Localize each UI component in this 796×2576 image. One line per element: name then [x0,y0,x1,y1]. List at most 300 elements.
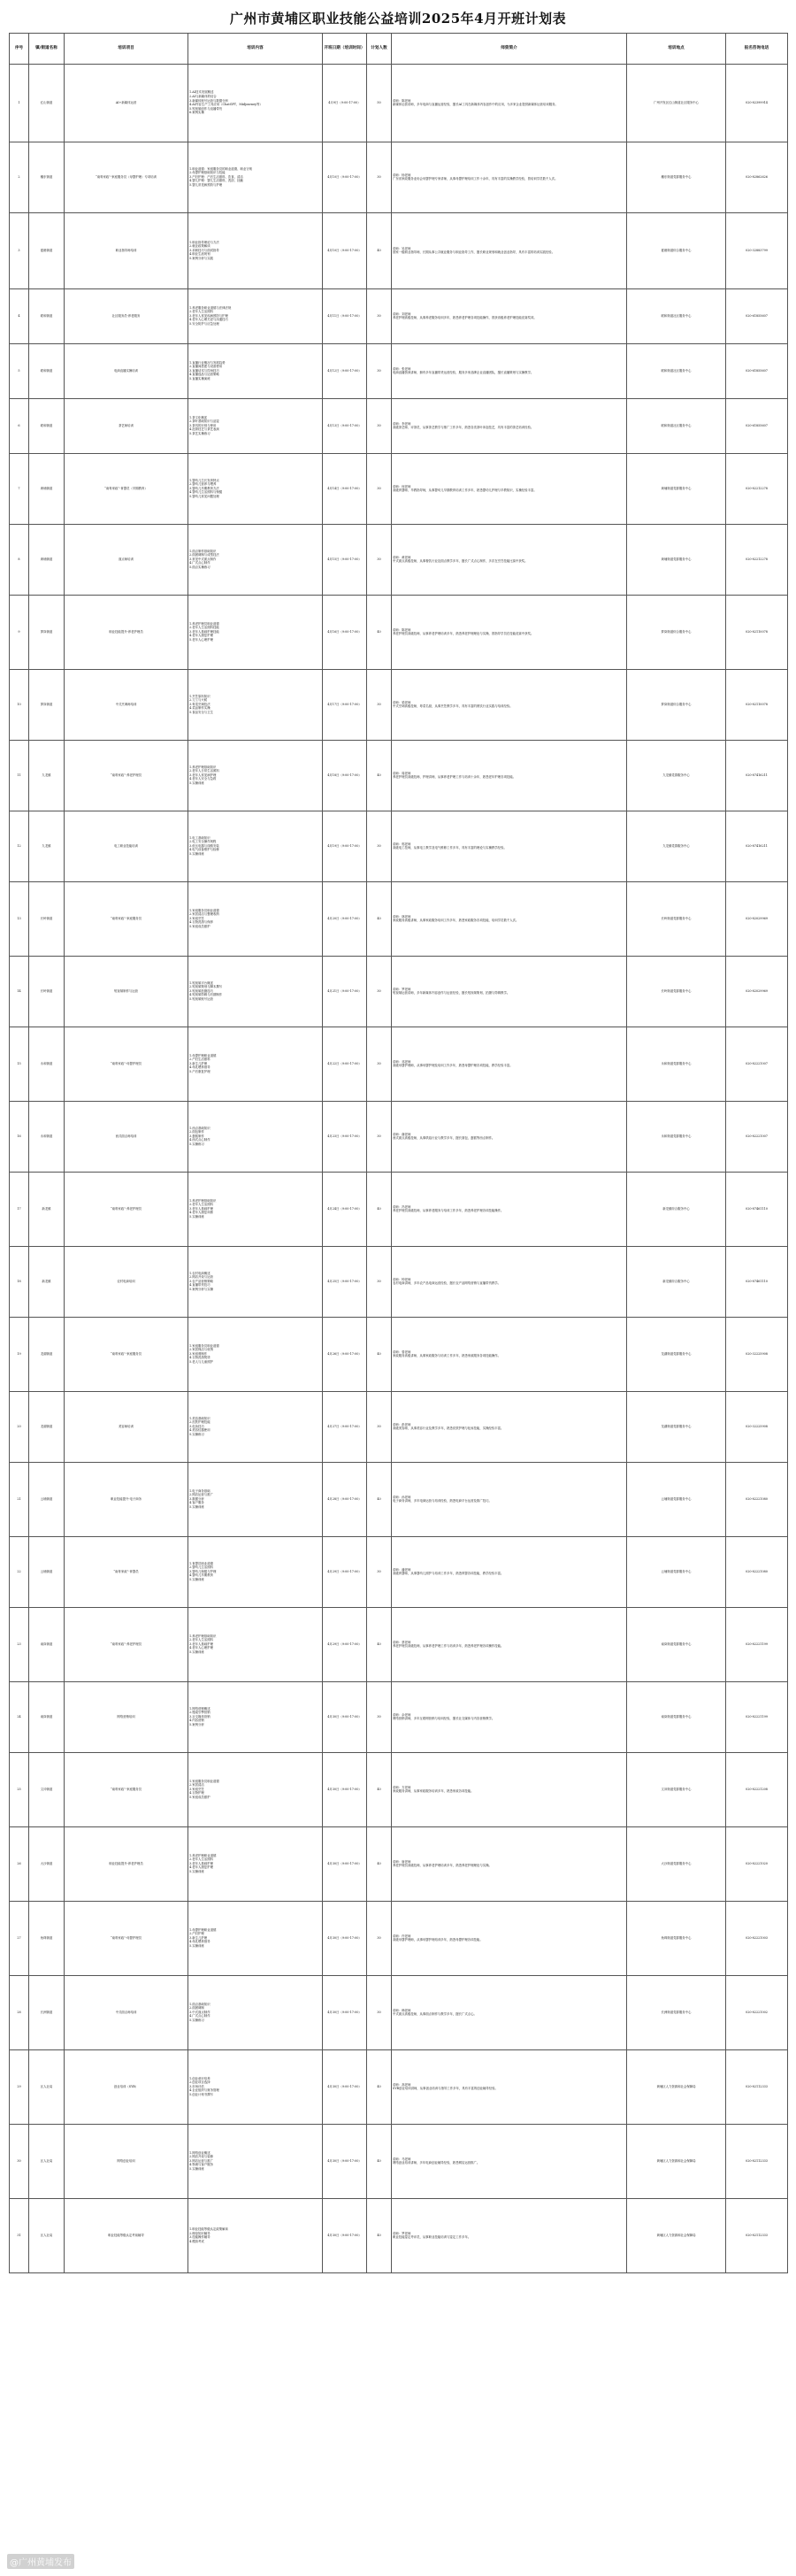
cell-teacher [392,524,627,595]
cell-town: 长洲街道 [29,1975,65,2049]
cell-project: 职业技能提升-养老护理员 [65,595,188,669]
cell-content-line: 1.职业道德：家庭服务员的职业道德、职业守则 [189,166,253,171]
cell-content-line: 3.产妇护理：产后生活照料、饮食、清洁 [189,174,243,179]
cell-content-line: 5.实操训练 [189,780,204,785]
cell-content-line: 5.实操训练 [189,1869,204,1873]
cell-project: 西式面点师培训 [65,1101,188,1172]
cell-teacher-line: 养老护理员高级技师，从事养老服务与培训工作多年，熟悉养老护理各项技能操作。 [393,1209,504,1213]
table-row [10,2049,788,2124]
cell-content-line: 4.客户服务 [189,1501,204,1505]
cell-count: 40 [367,1752,392,1826]
cell-teacher-line: 讲师：唐老师 [393,1859,411,1864]
cell-content-line: 4.短视频剪辑与后期制作 [189,993,223,997]
cell-content-line: 5.实操训练 [189,2166,204,2171]
cell-content-line: 3.新媒体账号运营与数据分析 [189,98,228,103]
cell-count: 30 [367,1391,392,1462]
cell-no: 22 [10,1536,29,1607]
cell-teacher-line: 西式面点高级技师，从事烘焙行业与教学多年，擅长面包、蛋糕等西点制作。 [393,1136,495,1141]
cell-place: 萝岗街道综合服务中心 [627,669,726,740]
table-row [10,811,788,881]
cell-content-line: 5.直播实操演练 [189,376,210,381]
cell-content-line: 2.皮肤护理技能 [189,1420,210,1425]
cell-date: 4月11日（9:00-17:00） [323,288,367,343]
cell-content [188,2198,323,2272]
cell-town: 夏港街道 [29,212,65,288]
cell-content-line: 2.搜索引擎营销 [189,1711,210,1715]
cell-content-line: 4.老年人安全与急救 [189,777,217,781]
cell-content-line: 3.技能操作辅导 [189,2235,210,2240]
table-row [10,1681,788,1752]
cell-phone: 020-87461110 [726,1172,788,1246]
table-row [10,595,788,669]
cell-content-line: 5.老人与儿童照护 [189,1359,213,1364]
cell-teacher-line: 讲师：陈老师 [393,98,411,103]
cell-date: 4月30日（9:00-17:00） [323,2198,367,2272]
cell-content-line: 2.老年人生活照料 [189,1638,213,1642]
cell-project: “南粤家政”-家庭服务员 [65,1317,188,1391]
cell-content-line: 1.面点制作基础知识 [189,549,217,553]
cell-content-line: 1.短视频平台概述 [189,980,213,985]
cell-place: 长岭街道党群服务中心 [627,956,726,1027]
cell-phone: 020-82029969 [726,881,788,956]
cell-no: 3 [10,212,29,288]
table-row [10,453,788,524]
cell-town: 联和街道 [29,398,65,453]
cell-place: 长洲街道党群服务中心 [627,1975,726,2049]
cell-teacher [392,2198,627,2272]
cell-content-line: 5.家庭成员照护 [189,924,210,928]
cell-content-line: 2.婴幼儿生活照料 [189,1565,213,1570]
cell-content-line: 2.母婴护理基础知识与技能 [189,171,226,175]
cell-no: 28 [10,1975,29,2049]
cell-teacher-line: 讲师：曾老师 [393,1350,411,1354]
cell-place: 南岗街道党群服务中心 [627,1681,726,1752]
cell-content-line: 4.老年人心理关爱与沟通技巧 [189,318,228,322]
cell-content-line: 2.婴幼儿营养与喂养 [189,482,217,487]
cell-project: 创业培训（SYB） [65,2049,188,2124]
cell-teacher-line: 家政服务高级讲师，从事家政服务与培训工作多年，熟悉家政服务各项技能操作。 [393,1354,501,1358]
header-count: 计划人数 [367,34,392,65]
table-row [10,669,788,740]
cell-place: 云埔街道党群服务中心 [627,1536,726,1607]
table-row [10,288,788,343]
cell-phone: 020-82112333 [726,2198,788,2272]
cell-content-line: 2.产妇生活照料 [189,1057,210,1062]
cell-project: 网络营销培训 [65,1681,188,1752]
cell-no: 8 [10,524,29,595]
cell-teacher [392,669,627,740]
cell-teacher [392,956,627,1027]
cell-content [188,1101,323,1172]
table-row [10,142,788,212]
cell-town: 龙湖街道 [29,1391,65,1462]
cell-teacher-line: 养老护理员高级技师、护理讲师，从事养老护理工作与培训十余年，熟悉老年护理各项技能。 [393,775,517,780]
cell-project: 农村电商培训 [65,1246,188,1317]
cell-town: 联和街道 [29,343,65,398]
cell-content-line: 1.网络营销概述 [189,1706,210,1711]
cell-teacher-line: 高级母婴护理师，从事母婴护理培训多年，熟悉母婴护理各项技能。 [393,1938,483,1942]
cell-date: 4月16日（9:00-17:00） [323,595,367,669]
cell-content-line: 3.老年人基础护理 [189,1642,213,1646]
cell-teacher-line: 网络营销讲师，多年互联网营销与培训经验，擅长社交媒体与内容营销教学。 [393,1717,495,1721]
cell-town: 长岭街道 [29,956,65,1027]
cell-content-line: 4.泡茶技艺与茶艺表演 [189,427,219,432]
table-row [10,1975,788,2049]
cell-phone: 020-82221208 [726,1752,788,1826]
header-project: 培训项目 [65,34,188,65]
cell-teacher-line: 讲师：李老师 [393,421,411,426]
cell-count: 40 [367,1172,392,1246]
cell-teacher-line: 讲师：韩老师 [393,2008,411,2012]
header-phone: 报名咨询电话 [726,34,788,65]
cell-content-line: 4.直播带货技巧 [189,1283,210,1288]
cell-town: 龙湖街道 [29,1317,65,1391]
cell-content-line: 3.婴幼儿早期教育方法 [189,486,219,490]
cell-project: 网络创业培训 [65,2124,188,2198]
cell-project: 面点师培训 [65,524,188,595]
cell-content-line: 3.蛋糕制作 [189,1134,204,1138]
cell-content-line: 3.婴幼儿保健与护理 [189,1569,217,1573]
cell-teacher-line: 讲师：孙老师 [393,1495,411,1499]
header-teacher: 师资简介 [392,34,627,65]
cell-phone: 020-32225908 [726,1391,788,1462]
cell-content-line: 5.创业计划书撰写 [189,2092,213,2096]
cell-teacher [392,1752,627,1826]
cell-teacher [392,343,627,398]
cell-content-line: 2.面团调制与成型技法 [189,553,219,557]
cell-date: 4月30日（9:00-17:00） [323,1901,367,1975]
cell-phone: 020-82221007 [726,1101,788,1172]
cell-content-line: 4.内容营销 [189,1719,204,1723]
cell-content [188,64,323,142]
cell-project: 电工职业技能培训 [65,811,188,881]
cell-content-line: 3.粤菜烹调技法 [189,702,210,706]
cell-project: “南粤家政”-家庭服务员（母婴护理）专项培训 [65,142,188,212]
cell-phone: 020-87416211 [726,811,788,881]
cell-content-line: 2.老年人日常生活照料 [189,769,219,773]
cell-content-line: 5.老年人心理护理 [189,637,213,642]
cell-no: 17 [10,1172,29,1246]
cell-no: 21 [10,1462,29,1536]
cell-content-line: 2.网店运营与推广 [189,1493,213,1497]
cell-count: 40 [367,2049,392,2124]
cell-teacher [392,740,627,811]
cell-content-line: 1.职业指导理论与方法 [189,240,219,244]
table-row [10,1027,788,1101]
cell-content [188,811,323,881]
cell-content-line: 2.就业政策解读 [189,244,210,249]
table-row [10,1536,788,1607]
page-title: 广州市黄埔区职业技能公益培训2025年4月开班计划表 [229,11,567,27]
cell-town: 新龙镇 [29,1246,65,1317]
cell-date: 4月30日（9:00-17:00） [323,1826,367,1901]
cell-phone: 020-82221080 [726,1462,788,1536]
cell-project: 社区服务员-养老服务 [65,288,188,343]
cell-content-line: 4.直播选品与运营策略 [189,373,219,377]
cell-teacher [392,2049,627,2124]
cell-content-line: 6.案例实操 [189,111,204,115]
cell-count: 40 [367,212,392,288]
cell-phone: 020-82221199 [726,1607,788,1681]
cell-teacher [392,1681,627,1752]
cell-teacher-line: 短视频运营讲师，多年新媒体内容创作与运营经验，擅长短视频策划、拍摄与剪辑教学。 [393,991,510,996]
cell-content [188,212,323,288]
cell-count: 30 [367,142,392,212]
cell-teacher-line: 讲师：张老师 [393,366,411,371]
cell-date: 4月24日（9:00-17:00） [323,1172,367,1246]
cell-content-line: 2.直播间搭建与设备使用 [189,365,223,369]
cell-content-line: 1.家庭服务员职业道德 [189,1343,219,1348]
cell-content-line: 3.老年人常见疾病预防与护理 [189,313,228,318]
cell-no: 2 [10,142,29,212]
cell-content [188,1901,323,1975]
cell-teacher [392,1172,627,1246]
cell-count: 30 [367,1246,392,1317]
cell-content [188,2049,323,2124]
table-row [10,1246,788,1317]
table-row [10,1826,788,1901]
cell-content-line: 5.短视频创作与直播带货 [189,106,223,111]
cell-no: 27 [10,1901,29,1975]
cell-count: 30 [367,1681,392,1752]
cell-content-line: 2.产妇护理 [189,1932,204,1936]
cell-place: 龙湖街道党群服务中心 [627,1317,726,1391]
cell-content-line: 2.网店开设与运营 [189,1275,213,1280]
cell-teacher [392,1536,627,1607]
cell-content-line: 5.婴儿常见病预防与护理 [189,182,223,187]
cell-count: 40 [367,2124,392,2198]
cell-teacher-line: 广东省家政服务业协会母婴护理专家讲师，从事母婴护理培训工作十余年，具有丰富的实操教学经验，曾培训学员数千人次。 [393,177,558,181]
cell-no: 7 [10,453,29,524]
cell-content-line: 4.老年人康复训练 [189,1211,213,1215]
cell-teacher-line: 职业技能鉴定考评员，从事职业技能培训与鉴定工作多年。 [393,2235,471,2240]
cell-content-line: 2.短视频策划与脚本撰写 [189,985,223,989]
cell-no: 5 [10,343,29,398]
cell-content-line: 2.老年人生活照料 [189,1203,213,1207]
cell-town: 萝岗街道 [29,669,65,740]
cell-date: 4月30日（9:00-17:00） [323,1752,367,1826]
cell-count: 30 [367,1901,392,1975]
cell-town: 区人社局 [29,2049,65,2124]
cell-count: 30 [367,524,392,595]
table-row [10,2124,788,2198]
cell-town: 联和街道 [29,288,65,343]
table-row [10,1317,788,1391]
cell-content-line: 5.婴幼儿常见问题处理 [189,494,219,498]
cell-place: 联和街道社区服务中心 [627,343,726,398]
cell-content-line: 2.AI与新媒体的结合 [189,94,217,98]
cell-project: 短视频制作与运营 [65,956,188,1027]
cell-no: 18 [10,1246,29,1317]
cell-no: 6 [10,398,29,453]
cell-place: 九龙镇党群服务中心 [627,740,726,811]
cell-teacher [392,64,627,142]
cell-teacher-line: 讲师：黄老师 [393,555,411,559]
cell-teacher-line: 高级育婴师、早教指导师，从事婴幼儿早期教育培训工作多年，熟悉婴幼儿护理与早教知识，实操经验丰富。 [393,488,537,493]
table-row [10,1901,788,1975]
cell-content-line: 5.家庭成员照护 [189,1795,210,1799]
cell-content-line: 4.AI内容生产工具应用（ChatGPT、Midjourney等） [189,103,263,107]
cell-teacher-line: 中式面点高级技师，从事面点制作与教学多年，擅长广式点心。 [393,2012,477,2017]
cell-content-line: 3.家庭餐制作 [189,1351,208,1356]
cell-content-line: 4.衣物洗涤与保养 [189,920,213,925]
cell-teacher [392,1901,627,1975]
cell-place: 黄埔街道党群服务中心 [627,453,726,524]
cell-teacher-line: 网络创业培训讲师，多年电商创业辅导经验，熟悉网店运营推广。 [393,2161,480,2165]
table-header-row [10,34,788,65]
cell-project: 茶艺师培训 [65,398,188,453]
cell-town: 云埔街道 [29,1536,65,1607]
cell-teacher [392,1607,627,1681]
cell-teacher-line: 养老护理员高级技师，从事养老护理工作与培训多年，熟悉养老护理各项操作技能。 [393,1644,504,1649]
cell-project: 职业技能提升-养老护理员 [65,1826,188,1901]
cell-phone: 020-82029969 [726,956,788,1027]
cell-town: 文冲街道 [29,1752,65,1826]
cell-town: 云埔街道 [29,1462,65,1536]
cell-teacher-line: 讲师：罗老师 [393,2231,411,2235]
cell-content-line: 3.市场评估 [189,2084,204,2088]
cell-content-line: 2.创业项目选择 [189,2080,210,2085]
cell-teacher-line: 讲师：蔡老师 [393,1640,411,1644]
cell-no: 29 [10,2049,29,2124]
cell-phone: 020-82221020 [726,1826,788,1901]
cell-teacher [392,398,627,453]
cell-place: 南岗街道党群服务中心 [627,1607,726,1681]
cell-content-line: 1.美容基础知识 [189,1416,210,1420]
cell-teacher-line: 讲师：谢老师 [393,1132,411,1136]
cell-content-line: 1.烹饪原料知识 [189,694,210,698]
header-content: 培训内容 [188,34,323,65]
cell-date: 4月10日（9:00-17:00） [323,142,367,212]
cell-teacher [392,1246,627,1317]
cell-no: 30 [10,2124,29,2198]
cell-teacher-line: 国家一级职业指导师，长期从事公共就业服务与职业指导工作，擅长职业规划和就业创业指导，具有丰富的培训实践经验。 [393,250,555,255]
cell-date: 4月26日（9:00-17:00） [323,1317,367,1391]
cell-content-line: 2.老年人生活照料技能 [189,626,219,630]
cell-count: 40 [367,1462,392,1536]
cell-content-line: 3.老年人常见病护理 [189,773,217,777]
cell-teacher-line: 讲师：高老师 [393,2082,411,2087]
cell-phone: 020-82112333 [726,2124,788,2198]
cell-content-line: 4.母乳喂养指导 [189,1940,210,1944]
cell-teacher-line: 讲师：潘老师 [393,1567,411,1572]
cell-place: 萝岗街道综合服务中心 [627,595,726,669]
cell-place: 新龙镇综合服务中心 [627,1172,726,1246]
cell-content-line: 1.养老护理基础知识 [189,765,217,769]
cell-content-line: 5.实操训练 [189,1577,204,1581]
cell-teacher-line: 电商直播资深讲师，拥有多年直播带货运营经验，服务多家品牌企业直播团队，擅长直播策划与实操教学。 [393,371,534,375]
cell-teacher [392,1027,627,1101]
table-row [10,1391,788,1462]
cell-content-line: 5.实操训练 [189,1943,204,1948]
cell-place: 黄埔区人力资源和社会保障局 [627,2049,726,2124]
cell-date: 4月14日（9:00-17:00） [323,453,367,524]
cell-content-line: 2.老年人生活照料 [189,1857,213,1862]
cell-content-line: 3.低压电器与线路安装 [189,843,219,848]
cell-content-line: 3.茶具的识别与使用 [189,423,217,427]
cell-teacher-line: 讲师：马老师 [393,2157,411,2161]
cell-content [188,1027,323,1101]
cell-content-line: 3.数据分析 [189,1496,204,1501]
cell-teacher-line: 讲师：钟老师 [393,1277,411,1281]
cell-count: 30 [367,1975,392,2049]
cell-content-line: 3.化妆技巧 [189,1424,204,1428]
cell-count: 40 [367,595,392,669]
cell-teacher-line: 中式烹调高级技师，粤菜名厨，从事烹饪教学多年，具有丰富的餐饮行业实践与培训经验。 [393,704,513,709]
cell-content-line: 3.老年人基础护理技能 [189,629,219,634]
cell-content-line: 2.老年人生活照料 [189,310,213,314]
cell-content-line: 3.家庭烹饪 [189,916,204,920]
cell-project: “南粤家政”-母婴护理员 [65,1901,188,1975]
cell-date: 4月19日（9:00-17:00） [323,811,367,881]
cell-no: 26 [10,1826,29,1901]
table-row [10,740,788,811]
cell-count: 30 [367,398,392,453]
cell-content-line: 2.面包制作 [189,1130,204,1134]
cell-project: “南粤家政”-养老护理员 [65,1607,188,1681]
cell-date: 4月20日（9:00-17:00） [323,881,367,956]
cell-content-line: 4.电气设备维护与检修 [189,848,219,852]
cell-phone: 020-87461110 [726,1246,788,1317]
cell-teacher-line: 农村电商讲师，多年农产品电商运营经验，擅长农产品网络营销与直播带货教学。 [393,1281,501,1286]
cell-date: 4月21日（9:00-17:00） [323,956,367,1027]
cell-content-line: 1.养老护理基础知识 [189,1634,217,1638]
cell-content-line: 5.案例分析 [189,1722,204,1726]
cell-phone: 020-82862626 [726,142,788,212]
cell-teacher [392,288,627,343]
cell-place: 联和街道社区服务中心 [627,398,726,453]
cell-content-line: 2.网店开设与装修 [189,2155,213,2159]
cell-teacher-line: 电子商务讲师，多年电商运营与培训经验，熟悉电商平台运营及推广技巧。 [393,1499,492,1503]
table-row [10,398,788,453]
cell-teacher [392,1826,627,1901]
cell-phone: 020-61855607 [726,398,788,453]
cell-teacher-line: SYB创业培训讲师，从事创业培训与指导工作多年，具有丰富的创业辅导经验。 [393,2087,498,2091]
cell-date: 4月30日（9:00-17:00） [323,2049,367,2124]
cell-content-line: 2.家居保洁与收纳 [189,1348,213,1352]
cell-project: 电商直播实操培训 [65,343,188,398]
cell-count: 40 [367,1826,392,1901]
cell-date: 4月10日（9:00-17:00） [323,212,367,288]
table-row [10,881,788,956]
cell-town: 红山街道 [29,64,65,142]
cell-place: 大沙街道党群服务中心 [627,1826,726,1901]
cell-town: 区人社局 [29,2124,65,2198]
header-town: 镇/街道名称 [29,34,65,65]
cell-content-line: 5.实操训练 [189,1214,204,1219]
cell-town: 永和街道 [29,1027,65,1101]
cell-phone: 020-82112333 [726,2049,788,2124]
cell-date: 4月30日（9:00-17:00） [323,1975,367,2049]
cell-content-line: 2.理论知识辅导 [189,2231,210,2235]
cell-count: 30 [367,1027,392,1101]
cell-content-line: 3.直播话术与控场技巧 [189,368,219,373]
cell-content-line: 2.家居清洁与整理收纳 [189,912,219,917]
table-row [10,1172,788,1246]
cell-town: 南岗街道 [29,1607,65,1681]
cell-content-line: 1.家庭服务员职业道德 [189,908,219,912]
cell-place: 黄埔街道党群服务中心 [627,524,726,595]
cell-content-line: 5.实操训练 [189,851,204,856]
cell-project: 职业技能等级认定考前辅导 [65,2198,188,2272]
cell-teacher-line: 家政服务高级讲师，从事家政服务培训工作多年，熟悉家政服务各项技能，培训学员数千人次。 [393,919,519,923]
cell-count: 40 [367,740,392,811]
cell-content-line: 1.AI技术发展概述 [189,90,214,95]
cell-no: 31 [10,2198,29,2272]
cell-project: 职业技能提升-电子商务 [65,1462,188,1536]
cell-content [188,881,323,956]
cell-content-line: 1.网络创业概述 [189,2150,210,2155]
